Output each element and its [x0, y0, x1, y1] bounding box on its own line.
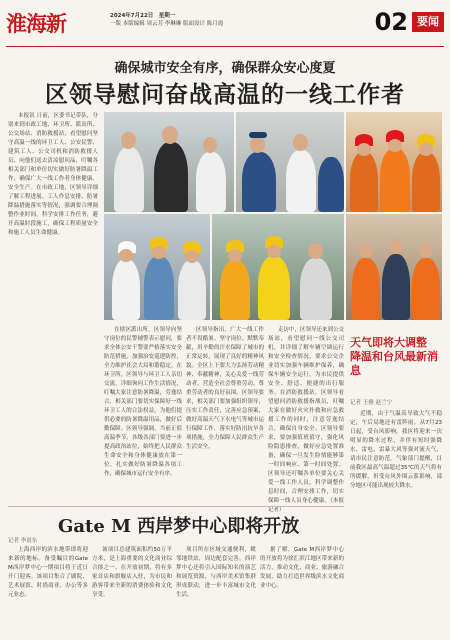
photo-sanitation-workers [212, 214, 344, 320]
photo-firefighters [346, 214, 442, 320]
gate-m-byline: 记者 李晨东 [8, 538, 38, 544]
photo-site-visit [104, 214, 210, 320]
lead-headline: 区领导慰问奋战高温的一线工作者 [45, 81, 405, 108]
masthead-info [110, 12, 223, 28]
weather-sidebar [350, 336, 442, 394]
issue-date: 2024年7月22日 星期一 [110, 13, 176, 19]
photo-workers-hardhats [346, 112, 442, 212]
lead-col-1-text: 本报讯 日前，区委书记带队，分别来到市政工地、环卫所、派出所、公交场站、消防救援站，看望慰问坚守高温一线的环卫工人、公安民警、建筑工人、公交司机和消防救援人员，向他们送去清凉慰问品，叮嘱各相关部门和单位切实做好防暑降温工作，确保广大一线工作者身体健康、安全生产。在市政工地，区领导详细了解工程进展、工人作息安排、防暑降温措施落实等情况，强调要合理调整作业时间，科学安排工作任务，避开高温时段施工，确保工程质量安全和施工人员生命健康。 [8, 113, 98, 236]
lead-col-3-text: 区领导指出，广大一线工作者不畏酷暑、坚守岗位、默默奉献，用辛勤的汗水保障了城市的正常运转，展现了良好的精神风貌。全区上下要大力弘扬劳动精神、奉献精神，关心关爱一线劳动者，营造全社会尊重劳动、尊重劳动者的良好氛围。区领导要求，相关部门要加强组织领导，压实工作责任，完善应急预案，做好高温天气下水电气等城市运行保障工作，落实好防汛抗旱各项措施，全力保障人民群众生产生活安全。 [186, 327, 264, 450]
gate-m-col-2-text: 该项目总建筑面积约50万平方米，是上海重要的文化商业综合体之一。在开放初期，将有多家首店和旗舰店入驻，为市民和游客带来全新的消费体验和文化享受。 [92, 547, 172, 598]
gate-m-headline: Gate M 西岸梦中心即将开放 [58, 516, 300, 537]
lead-col-4 [268, 326, 345, 513]
gate-m-col-3-text: 项目所在区域交通便利，毗邻地铁站，周边配套完善。西岸梦中心还将引入国际知名的演艺和展览资源，与西岸美术馆集群形成联动，进一步丰富城市文化生活。 [176, 547, 256, 598]
lead-col-1 [8, 112, 98, 502]
page-editor: 一版 本版编辑 周云芳 李琳琳 版面设计 陈月霞 [110, 21, 224, 27]
section-divider [8, 506, 344, 507]
lead-kicker: 确保城市安全有序，确保群众安心度夏 [114, 61, 336, 76]
gate-m-col-4 [260, 546, 344, 636]
gate-m-col-1 [8, 546, 88, 636]
gate-m-col-4-text: 据了解，Gate M西岸梦中心的开放将为徐汇滨江地区带来新的活力，推动文化、商业、旅游融合发展，助力打造世界级滨水文化商业中心。 [260, 547, 344, 589]
lead-col-3 [186, 326, 264, 504]
photo-inspection [104, 112, 234, 212]
section-label: 要闻 [412, 12, 444, 32]
gate-m-col-2 [92, 546, 172, 636]
weather-body-text: 近期，由于气温高导致大气不稳定，午后局地还有雷阵雨。从7月23日起，受台风影响，我区将迎来一次明显的降水过程，并伴有短时强降水、雷电、雷暴大风等强对流天气，请市民注意防范。气象部门提醒，目前我区最高气温超过35℃的天气将有所缓解，但受台风外围云系影响，部分地区可能出现较大降水。 [350, 411, 442, 489]
weather-byline: 记者 王雅 赵兰宁 [350, 400, 392, 406]
lead-col-4-text: 走访中，区领导还来到公交场站，看望慰问一线公交司机，并详细了解车辆空调运行和安全检查情况，要求公交企业切实加强车辆维护保养，确保车辆安全运行，为市民提供安全、舒适、便捷的出行服务。在消防救援站，区领导看望慰问消防救援指战员，叮嘱大家在做好火灾扑救和应急救援工作的同时，注意劳逸结合，确保自身安全。区领导要求，要加强值班值守，强化风险隐患排查，做好应急处置准备，确保一旦发生险情能够第一时间响应、第一时间处置。区领导还叮嘱各单位要关心关爱一线工作人员，科学调整作息时间，合理安排工作，切实保障一线人员身心健康。（本报记者） [268, 327, 345, 513]
photo-handshake [236, 112, 344, 212]
newspaper-name: 淮海新 [6, 11, 66, 36]
lead-col-2-text: 在辖区派出所，区领导向坚守岗位的民警辅警表示慰问，要求全体公安干警要严格落实安全防范措施，加强治安巡逻防控，全力维护社会大局和谐稳定。在环卫所，区领导与环卫工人亲切交流，详细询问工作生活情况，叮嘱大家注意防暑降温，劳逸结合，相关部门要切实保障好一线环卫工人的合法权益，为他们提供必要的防暑降温用品，做好后勤保障。区领导强调，当前正值高温季节，各级各部门要进一步提高政治站位，始终把人民群众生命安全和身体健康放在第一位，扎实做好防暑降温各项工作，确保城市运行安全有序。 [104, 327, 182, 477]
weather-body [350, 410, 442, 634]
gate-m-col-3 [176, 546, 256, 636]
masthead [6, 6, 444, 47]
page-number: 02 [374, 8, 408, 36]
weather-headline: 天气即将大调整 降温和台风最新消息 [350, 336, 438, 377]
gate-m-col-1-text: 上海西岸的滨水地带即将迎来新的地标。备受瞩目的Gate M西岸梦中心一期项目将于近日开门迎客。该项目集合了剧院、艺术展馆、时尚商业、办公等多元业态。 [8, 547, 88, 598]
lead-col-2 [104, 326, 182, 504]
